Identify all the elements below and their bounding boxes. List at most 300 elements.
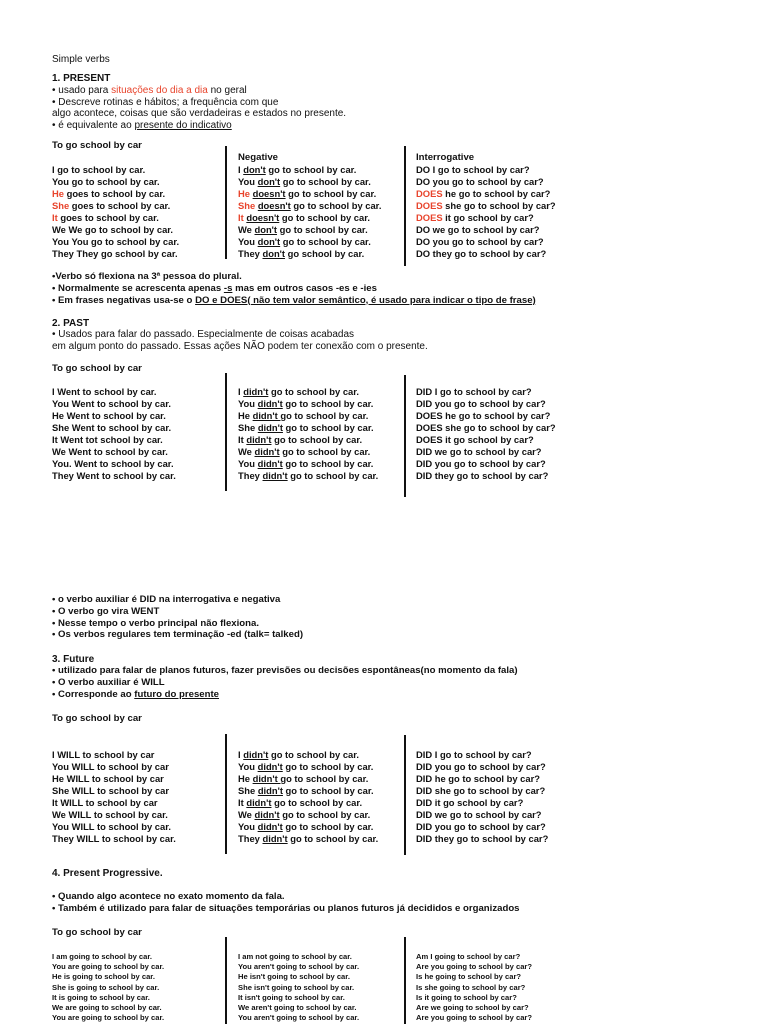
text-line (238, 785, 378, 797)
text-line (416, 761, 548, 773)
text-segment: Are you going to school by car? (416, 1013, 533, 1023)
text-line (416, 176, 556, 188)
text-segment: DID you go to school by car? (416, 398, 546, 409)
text-line (52, 458, 176, 470)
present-example-label: To go school by car (52, 140, 142, 151)
text-line (52, 891, 520, 903)
text-line (238, 952, 359, 962)
text-segment: go to school by car. (277, 224, 368, 235)
text-segment: go to school by car. (268, 386, 360, 397)
text-line (238, 398, 378, 410)
present-notes (52, 271, 536, 306)
text-segment: • utilizado para falar de planos futuros, fazer previsões ou decisões espontâneas(no momento da fala) (52, 665, 518, 676)
text-line (52, 606, 303, 618)
text-segment: He (238, 410, 253, 421)
text-segment: She is going to school by car. (52, 982, 160, 992)
future-notes (52, 665, 518, 700)
present-description (52, 85, 346, 131)
text-line (238, 797, 378, 809)
text-segment: They (238, 470, 263, 481)
text-segment: You (238, 761, 258, 772)
text-line (416, 248, 556, 260)
future-example-label: To go school by car (52, 713, 142, 724)
text-line (52, 248, 179, 260)
text-line (238, 386, 378, 398)
text-segment: You go to school by car. (52, 176, 160, 187)
text-segment: •Verbo só flexiona na 3ª pessoa do plural. (52, 271, 242, 282)
underlined-auxiliary: didn't (262, 833, 288, 844)
text-segment: They They go school by car. (52, 248, 178, 259)
text-segment: DID I go to school by car? (416, 386, 532, 397)
text-segment: he go to school by car? (442, 188, 551, 199)
text-segment: You (238, 821, 258, 832)
underlined-auxiliary: DO e DOES( não tem valor semântico, é usado para indicar o tipo de frase) (195, 294, 536, 306)
text-line (52, 689, 518, 701)
text-line (238, 422, 378, 434)
text-line (238, 749, 378, 761)
text-line (52, 446, 176, 458)
underlined-auxiliary: didn't (257, 785, 283, 796)
text-line (52, 188, 179, 200)
text-line (52, 271, 536, 283)
text-line (416, 972, 532, 982)
present-heading: 1. PRESENT (52, 73, 111, 84)
text-line (416, 1013, 532, 1023)
text-segment: She WILL to school by car (52, 785, 170, 796)
text-segment: Is it going to school by car? (416, 992, 517, 1002)
text-segment: • Quando algo acontece no exato momento da fala. (52, 891, 285, 902)
past-description (52, 329, 428, 352)
text-line (416, 164, 556, 176)
text-line (52, 677, 518, 689)
text-segment: • Normalmente se acrescenta apenas (52, 282, 224, 294)
underlined-auxiliary: didn't g (252, 773, 287, 784)
present-column-divider-2 (404, 146, 406, 266)
text-line (416, 398, 556, 410)
future-column-divider-1 (225, 734, 227, 854)
text-segment: • O verbo auxiliar é WILL (52, 676, 165, 688)
text-line (238, 212, 381, 224)
text-line (52, 797, 176, 809)
highlighted-subject: It (52, 212, 58, 223)
text-segment: • Corresponde ao (52, 688, 135, 700)
text-line (238, 809, 378, 821)
text-segment: We (238, 809, 255, 820)
text-segment: she go to school by car? (442, 200, 556, 211)
text-segment: You aren't going to school by car. (238, 962, 360, 972)
text-segment: DID you go to school by car? (416, 821, 546, 832)
underlined-auxiliary: didn't (254, 809, 280, 820)
text-line (416, 236, 556, 248)
past-desc-line-1: • Usados para falar do passado. Especialmente de coisas acabadas (52, 329, 355, 340)
text-line (52, 665, 518, 677)
progressive-column-divider-1 (225, 937, 227, 1024)
present-bullet-usage: • usado para situações do dia a dia no geral (52, 85, 247, 96)
text-segment: • Também é utilizado para falar de situações temporárias ou planos futuros já decididos e organizados (52, 902, 520, 914)
progressive-column-divider-2 (404, 937, 406, 1024)
text-line (416, 952, 532, 962)
text-line (238, 773, 378, 785)
text-segment: We are going to school by car. (52, 1003, 162, 1013)
underlined-auxiliary: didn't (246, 797, 272, 808)
underlined-auxiliary: didn't (243, 386, 269, 397)
text-segment: go to school by car. (282, 422, 374, 433)
text-line (416, 200, 556, 212)
highlighted-subject: She (238, 200, 258, 211)
text-segment: We Went to school by car. (52, 446, 168, 457)
past-heading: 2. PAST (52, 318, 90, 329)
text-line (416, 797, 548, 809)
text-segment: go to school by car. (280, 236, 371, 247)
text-line (52, 773, 176, 785)
text-segment: I (238, 164, 244, 175)
text-segment: go to school by car. (282, 458, 374, 469)
text-line (52, 618, 303, 630)
text-line (52, 386, 176, 398)
progressive-interrogative-list (416, 952, 532, 1023)
text-line (238, 972, 359, 982)
text-line (416, 821, 548, 833)
underlined-auxiliary: didn't g (252, 410, 287, 421)
text-line (238, 761, 378, 773)
text-segment: go to school by car. (279, 809, 371, 820)
underlined-auxiliary: didn't (243, 749, 269, 760)
text-line (52, 164, 179, 176)
text-segment: go to school by car. (279, 446, 371, 457)
text-segment: DO you go to school by car? (416, 176, 544, 187)
text-line (52, 410, 176, 422)
text-segment: go to school by car. (282, 785, 374, 796)
text-segment: We aren't going to school by car. (238, 1003, 357, 1013)
text-segment: go to school by car. (285, 188, 377, 199)
text-line (52, 761, 176, 773)
highlighted-subject: DOES (416, 212, 443, 223)
text-line (416, 785, 548, 797)
underlined-auxiliary: didn't (257, 398, 283, 409)
underlined-auxiliary: didn't (257, 821, 283, 832)
text-segment: It is going to school by car. (52, 992, 150, 1002)
text-line (238, 821, 378, 833)
text-line (52, 295, 536, 307)
text-segment: DO you go to school by car? (416, 236, 544, 247)
text-segment: Is he going to school by car? (416, 972, 522, 982)
text-segment: You WILL to school by car. (52, 821, 171, 832)
highlighted-subject: She (52, 200, 70, 211)
past-affirmative-list (52, 386, 176, 482)
text-segment: I go to school by car. (52, 164, 146, 175)
text-line (52, 785, 176, 797)
text-segment: They WILL to school by car. (52, 833, 176, 844)
text-line (416, 410, 556, 422)
text-segment: You WILL to school by car (52, 761, 169, 772)
text-line (52, 1003, 164, 1013)
text-segment: He (238, 773, 253, 784)
future-affirmative-list (52, 749, 176, 845)
underlined-auxiliary: didn't (246, 434, 272, 445)
text-line (416, 434, 556, 446)
text-segment: They Went to school by car. (52, 470, 176, 481)
text-segment: We (238, 224, 255, 235)
text-segment: go to school by car. (287, 833, 379, 844)
text-segment: • Os verbos regulares tem terminação -ed (talk= talked) (52, 629, 304, 641)
text-line (52, 200, 179, 212)
text-line (238, 1003, 359, 1013)
past-example-label: To go school by car (52, 363, 142, 374)
text-line (52, 962, 164, 972)
text-segment: We We go to school by car. (52, 224, 174, 235)
text-line (238, 248, 381, 260)
text-line (238, 1013, 359, 1023)
interrogative-header: Interrogative (416, 152, 475, 163)
text-segment: o to school by car. (286, 410, 369, 421)
text-line (52, 983, 164, 993)
text-segment: She Went to school by car. (52, 422, 172, 433)
text-segment: go to school by car. (268, 749, 360, 760)
text-segment: It Went tot school by car. (52, 434, 163, 445)
past-negative-list (238, 386, 378, 482)
text-segment: DOES he go to school by car? (416, 410, 551, 421)
text-line (238, 176, 381, 188)
text-segment: You (238, 176, 258, 187)
text-segment: go to school by car. (282, 821, 374, 832)
text-line (416, 962, 532, 972)
text-line (416, 470, 556, 482)
text-line (238, 470, 378, 482)
underlined-auxiliary: don't (254, 224, 278, 235)
text-segment: You (238, 458, 258, 469)
text-segment: goes to school by car. (57, 212, 159, 223)
text-segment: It isn't going to school by car. (238, 992, 345, 1002)
text-segment: DID you go to school by car? (416, 458, 546, 469)
text-segment: He isn't going to school by car. (238, 972, 350, 982)
text-segment: go to school by car. (265, 164, 357, 175)
text-segment: • Nesse tempo o verbo principal não flexiona. (52, 617, 260, 629)
text-line (52, 809, 176, 821)
text-segment: You are going to school by car. (52, 1013, 165, 1023)
text-line (52, 434, 176, 446)
present-bullet-routines-cont: algo acontece, coisas que são verdadeiras e estados no presente. (52, 108, 347, 120)
underlined-auxiliary: didn't (262, 470, 288, 481)
text-segment: DID it go school by car? (416, 797, 524, 808)
text-segment: We (238, 446, 255, 457)
text-line (238, 188, 381, 200)
future-heading: 3. Future (52, 654, 95, 665)
past-column-divider-1 (225, 373, 227, 491)
text-line (416, 224, 556, 236)
text-line (52, 398, 176, 410)
text-line (52, 972, 164, 982)
text-segment: goes to school by car. (63, 188, 166, 199)
text-segment: DID he go to school by car? (416, 773, 540, 784)
text-line (52, 952, 164, 962)
text-segment: DID you go to school by car? (416, 761, 546, 772)
text-segment: You (238, 398, 258, 409)
text-line (416, 983, 532, 993)
text-segment: Are we going to school by car? (416, 1003, 529, 1013)
text-segment: go to school by car. (279, 212, 370, 223)
progressive-heading: 4. Present Progressive. (52, 868, 163, 879)
text-segment: • Em frases negativas usa-se o (52, 294, 196, 306)
past-interrogative-list (416, 386, 556, 482)
future-column-divider-2 (404, 735, 406, 855)
text-segment: It (238, 434, 247, 445)
text-segment: go to school by car. (282, 398, 374, 409)
text-line (416, 773, 548, 785)
underlined-auxiliary: don't (257, 236, 281, 247)
text-line (238, 446, 378, 458)
text-segment: go to school by car. (290, 200, 382, 211)
text-line (238, 164, 381, 176)
underlined-auxiliary: didn't (254, 446, 280, 457)
text-line (416, 422, 556, 434)
text-segment: I Went to school by car. (52, 386, 157, 397)
text-line (52, 833, 176, 845)
text-segment: It WILL to school by car (52, 797, 158, 808)
text-line (52, 212, 179, 224)
highlighted-subject: He (52, 188, 64, 199)
text-segment: DID they go to school by car? (416, 833, 549, 844)
text-segment: • o verbo auxiliar é DID na interrogativa e negativa (52, 594, 281, 605)
text-line (416, 446, 556, 458)
text-segment: DO they go to school by car? (416, 248, 547, 259)
underlined-auxiliary: didn't (257, 422, 283, 433)
text-segment: • O verbo go vira WENT (52, 605, 160, 617)
text-line (238, 410, 378, 422)
text-line (52, 629, 303, 641)
text-segment: You aren't going to school by car. (238, 1013, 360, 1023)
text-line (416, 458, 556, 470)
underlined-auxiliary: doesn't (257, 200, 291, 211)
text-line (416, 188, 556, 200)
text-line (52, 1013, 164, 1023)
text-segment: mas em outros casos -es e -ies (232, 282, 377, 294)
text-segment: She (238, 785, 258, 796)
text-line (416, 749, 548, 761)
text-segment: They (238, 833, 263, 844)
text-segment: Is she going to school by car? (416, 982, 526, 992)
text-segment: I am going to school by car. (52, 952, 153, 961)
text-segment: Am I going to school by car? (416, 952, 521, 961)
future-interrogative-list (416, 749, 548, 845)
text-segment: go to school by car. (282, 761, 374, 772)
highlighted-subject: He (238, 188, 253, 199)
text-segment: DID she go to school by car? (416, 785, 546, 796)
text-line (238, 962, 359, 972)
text-line (238, 200, 381, 212)
text-line (238, 224, 381, 236)
text-line (238, 236, 381, 248)
document-title: Simple verbs (52, 54, 110, 65)
underlined-auxiliary: don't (243, 164, 266, 175)
progressive-affirmative-list (52, 952, 164, 1023)
progressive-negative-list (238, 952, 359, 1023)
text-line (52, 993, 164, 1003)
past-desc-line-2: em algum ponto do passado. Essas ações NÃO podem ter conexão com o presente. (52, 340, 428, 352)
negative-header: Negative (238, 152, 278, 163)
text-segment: DID we go to school by car? (416, 446, 542, 457)
text-segment: She (238, 422, 258, 433)
text-segment: She isn't going to school by car. (238, 982, 355, 992)
text-line (52, 224, 179, 236)
present-affirmative-list (52, 164, 179, 260)
text-segment: I WILL to school by car (52, 749, 155, 760)
text-segment: DID I go to school by car? (416, 749, 532, 760)
text-segment: go to school by car. (287, 470, 379, 481)
text-segment: go school by car. (285, 248, 365, 259)
text-segment: We WILL to school by car. (52, 809, 168, 820)
text-segment: It (238, 797, 247, 808)
underlined-auxiliary: -s (223, 282, 233, 294)
text-segment: He WILL to school by car (52, 773, 164, 784)
text-segment: o to school by car. (286, 773, 369, 784)
text-line (416, 1003, 532, 1013)
text-line (238, 993, 359, 1003)
text-line (52, 236, 179, 248)
text-line (238, 434, 378, 446)
text-line (52, 594, 303, 606)
text-segment: DO we go to school by car? (416, 224, 540, 235)
underlined-auxiliary: didn't (257, 761, 283, 772)
text-line (416, 993, 532, 1003)
underlined-auxiliary: doesn't (246, 212, 280, 223)
text-segment: Are you going to school by car? (416, 962, 533, 972)
present-interrogative-list (416, 164, 556, 260)
text-segment: You (238, 236, 258, 247)
text-segment: I am not going to school by car. (238, 952, 352, 961)
highlighted-subject: DOES (416, 200, 443, 211)
text-line (52, 470, 176, 482)
text-line (238, 983, 359, 993)
text-segment: it go school by car? (442, 212, 534, 223)
text-segment: DOES she go to school by car? (416, 422, 556, 433)
text-segment: You. Went to school by car. (52, 458, 174, 469)
text-segment: You Went to school by car. (52, 398, 171, 409)
present-bullet-equivalent: • é equivalente ao presente do indicativo (52, 119, 232, 131)
text-line (52, 422, 176, 434)
underlined-auxiliary: don't (257, 176, 281, 187)
text-line (238, 833, 378, 845)
text-line (416, 809, 548, 821)
text-segment: I (238, 749, 244, 760)
text-segment: DID we go to school by car? (416, 809, 542, 820)
text-segment: DO I go to school by car? (416, 164, 530, 175)
past-notes (52, 594, 303, 641)
highlighted-subject: DOES (416, 188, 443, 199)
text-line (52, 821, 176, 833)
text-segment: I (238, 386, 244, 397)
text-line (52, 749, 176, 761)
underlined-auxiliary: don't (262, 248, 286, 259)
text-segment: go to school by car. (271, 434, 363, 445)
text-segment: He is going to school by car. (52, 972, 155, 982)
text-segment: DID they go to school by car? (416, 470, 549, 481)
past-column-divider-2 (404, 375, 406, 497)
text-line (416, 833, 548, 845)
future-negative-list (238, 749, 378, 845)
present-bullet-routines: • Descreve rotinas e hábitos; a frequência com que (52, 96, 279, 108)
text-segment: goes to school by car. (69, 200, 171, 211)
text-line (416, 212, 556, 224)
highlighted-subject: It (238, 212, 247, 223)
underlined-auxiliary: didn't (257, 458, 283, 469)
text-segment: go to school by car. (280, 176, 371, 187)
present-negative-list (238, 164, 381, 260)
present-column-divider-1 (225, 146, 227, 259)
text-line (52, 283, 536, 295)
text-line (416, 386, 556, 398)
text-segment: They (238, 248, 263, 259)
progressive-notes (52, 891, 520, 915)
